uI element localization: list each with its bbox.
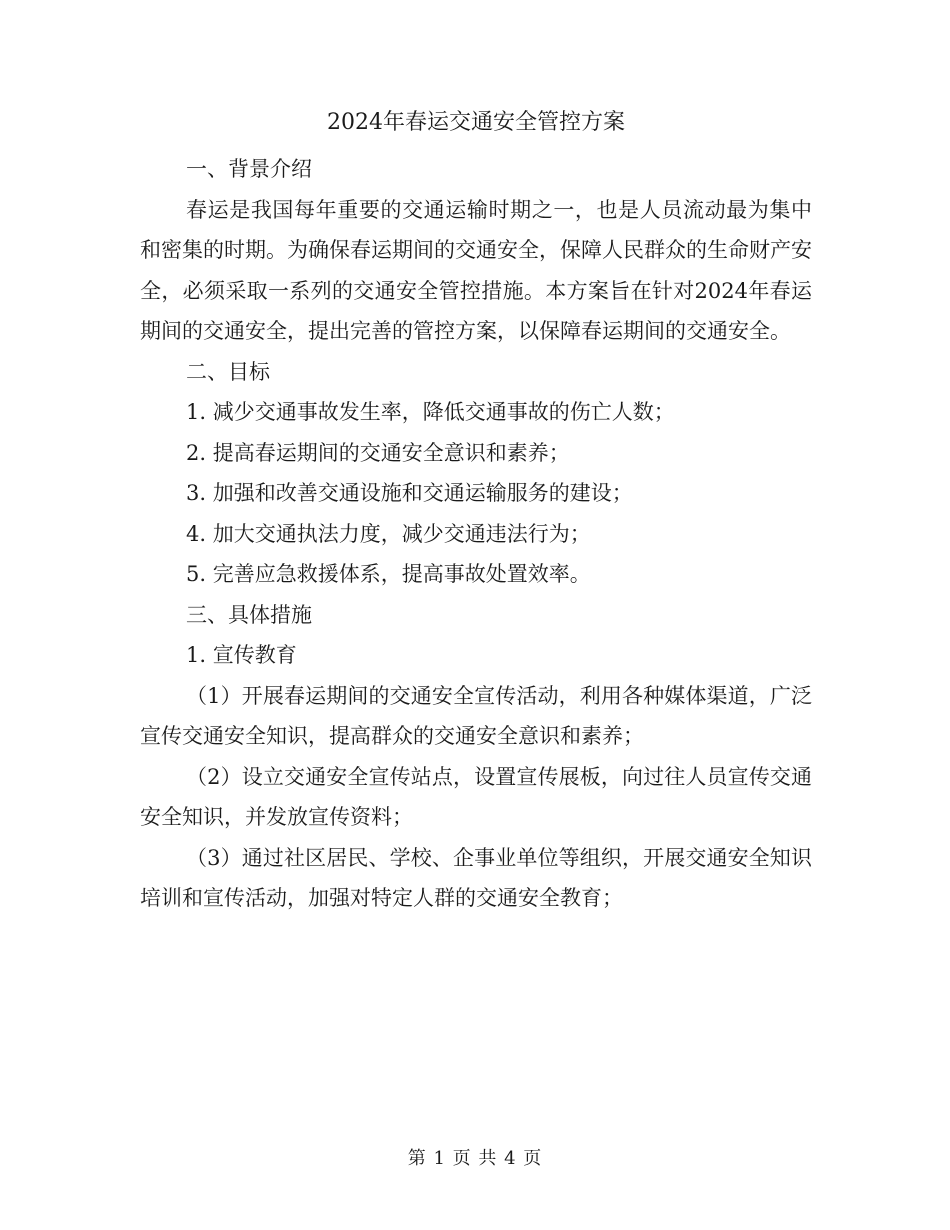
- goal-item: 3. 加强和改善交通设施和交通运输服务的建设；: [186, 481, 633, 505]
- document-body: [140, 103, 812, 919]
- goal-item: 1. 减少交通事故发生率，降低交通事故的伤亡人数；: [186, 400, 675, 424]
- background-paragraph: 春运是我国每年重要的交通运输时期之一，也是人员流动最为集中和密集的时期。为确保春运期间的交通安全，保障人民群众的生命财产安全，必须采取一系列的交通安全管控措施。本方案旨在针对2024年春运期间的交通安全，提出完善的管控方案，以保障春运期间的交通安全。: [140, 197, 812, 343]
- section-heading-background: 一、背景介绍: [186, 157, 312, 181]
- goal-item: 5. 完善应急救援体系，提高事故处置效率。: [186, 562, 591, 586]
- goal-item: 2. 提高春运期间的交通安全意识和素养；: [186, 440, 570, 465]
- document-title: 2024年春运交通安全管控方案: [327, 110, 625, 135]
- subsection-heading-publicity: 1. 宣传教育: [186, 643, 297, 667]
- measure-paragraph: （3）通过社区居民、学校、企事业单位等组织，开展交通安全知识培训和宣传活动，加强对特定人群的交通安全教育；: [140, 845, 812, 910]
- page-number-footer: 第 1 页 共 4 页: [407, 1148, 543, 1169]
- goal-item: 4. 加大交通执法力度，减少交通违法行为；: [186, 521, 591, 546]
- measure-paragraph: （2）设立交通安全宣传站点，设置宣传展板，向过往人员宣传交通安全知识，并发放宣传资料；: [140, 764, 812, 829]
- measure-paragraph: （1）开展春运期间的交通安全宣传活动，利用各种媒体渠道，广泛宣传交通安全知识，提高群众的交通安全意识和素养；: [140, 683, 812, 748]
- section-heading-goals: 二、目标: [186, 359, 270, 384]
- section-heading-measures: 三、具体措施: [186, 602, 312, 627]
